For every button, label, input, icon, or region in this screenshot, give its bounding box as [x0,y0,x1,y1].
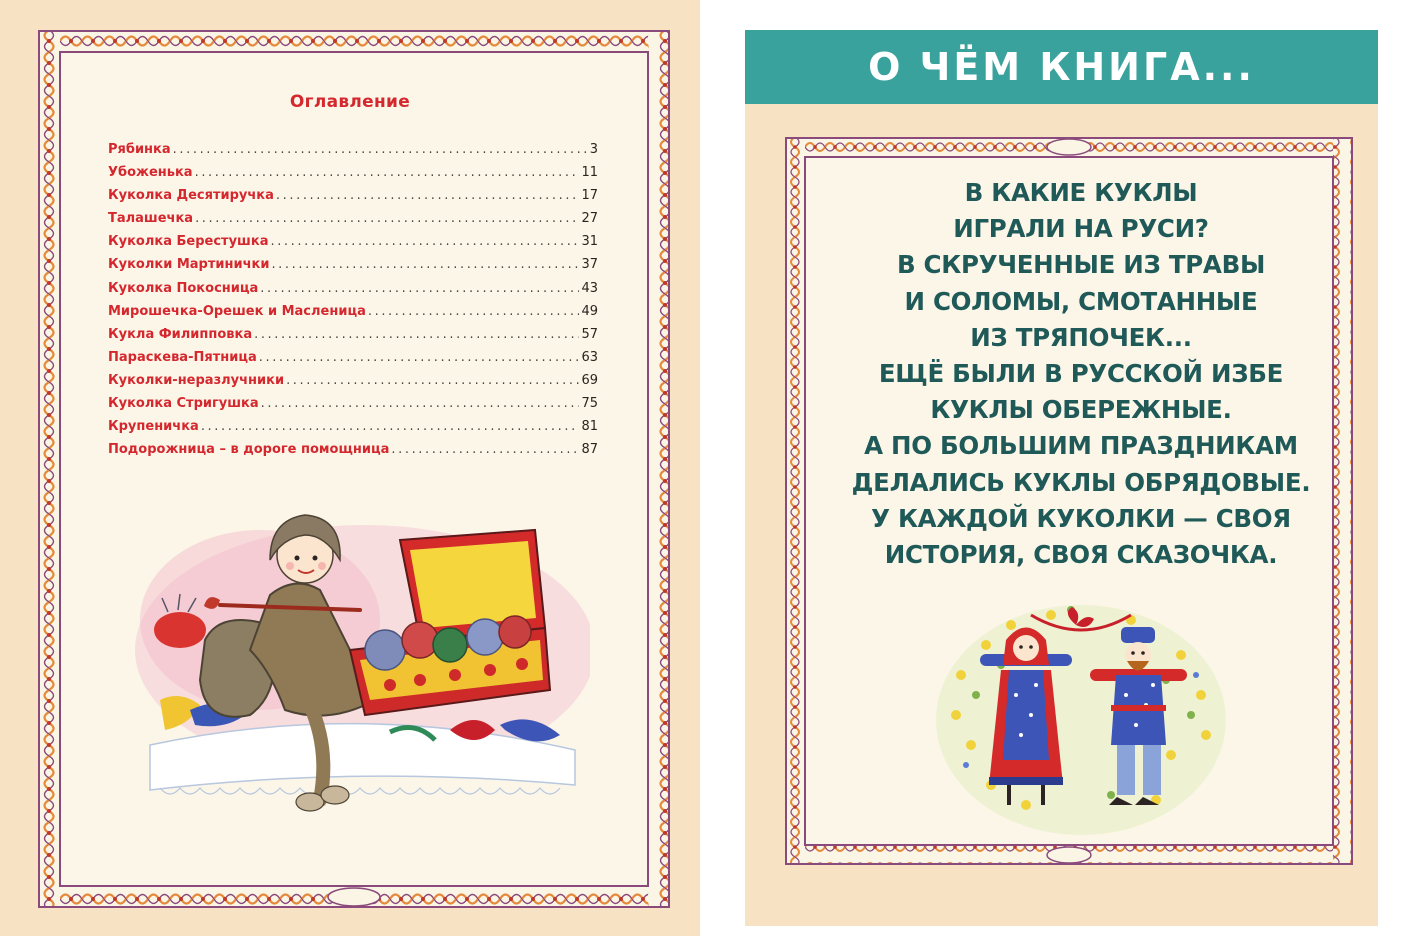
toc-title: Оглавление [289,92,411,112]
toc-chapter-title: Куколка Покосница [108,280,259,296]
toc-row [108,323,598,346]
toc-row [108,230,598,253]
toc-chapter-title: Куколка Десятиручка [108,188,274,204]
toc-row [108,300,598,323]
description-line: И СОЛОМЫ, СМОТАННЫЕ [904,286,1258,316]
toc-row [108,346,598,369]
toc-chapter-title: Крупеничка [108,419,199,435]
toc-page-number: 17 [581,188,598,204]
description-line: У КАЖДОЙ КУКОЛКИ — СВОЯ [871,503,1291,533]
toc-chapter-title: Рябинка [108,142,171,157]
toc-leader-dots [173,138,588,161]
toc-page-number: 27 [581,211,598,227]
title-banner [745,30,1378,104]
toc-list [108,138,598,461]
toc-chapter-title: Талашечка [108,211,194,227]
description-line: А ПО БОЛЬШИМ ПРАЗДНИКАМ [864,431,1298,461]
doll-with-box-illustration [120,500,590,830]
toc-row [108,438,598,461]
description-line: КУКЛЫ ОБЕРЕЖНЫЕ. [930,395,1232,425]
right-page [745,30,1378,926]
toc-row [108,392,598,415]
toc-leader-dots [276,184,580,207]
toc-leader-dots [391,438,579,461]
book-description-text [785,175,1377,573]
toc-chapter-title: Кукла Филипповка [108,326,253,342]
toc-leader-dots [195,207,579,230]
toc-leader-dots [270,230,579,253]
toc-chapter-title: Подорожница – в дороге помощница [108,442,390,458]
toc-page-number: 31 [581,234,598,250]
toc-row [108,184,598,207]
description-line: ИГРАЛИ НА РУСИ? [953,214,1209,244]
toc-leader-dots [260,277,579,300]
description-line: ИСТОРИЯ, СВОЯ СКАЗОЧКА. [884,540,1278,570]
description-line: ДЕЛАЛИСЬ КУКЛЫ ОБРЯДОВЫЕ. [851,467,1311,497]
toc-row [108,138,598,161]
toc-chapter-title: Параскева-Пятница [108,349,257,365]
toc-chapter-title: Куколки-неразлучники [108,372,285,388]
toc-row [108,161,598,184]
toc-leader-dots [201,415,580,438]
folk-dolls-illustration [931,585,1231,835]
toc-page-number: 87 [581,442,598,458]
description-line: ИЗ ТРЯПОЧЕК... [970,322,1192,352]
toc-leader-dots [271,253,579,276]
toc-row [108,415,598,438]
toc-chapter-title: Убоженька [108,165,193,181]
toc-page-number: 11 [581,165,598,181]
left-page [0,0,700,936]
toc-chapter-title: Мирошечка-Орешек и Масленица [108,303,366,319]
toc-leader-dots [259,346,580,369]
toc-row [108,369,598,392]
toc-leader-dots [368,300,580,323]
toc-row [108,207,598,230]
toc-chapter-title: Куколка Стригушка [108,396,259,412]
description-line: В СКРУЧЕННЫЕ ИЗ ТРАВЫ [896,250,1266,280]
toc-page-number: 43 [581,280,598,296]
toc-page-number: 57 [581,326,598,342]
toc-leader-dots [195,161,580,184]
toc-leader-dots [261,392,580,415]
toc-page-number: 69 [581,372,598,388]
toc-page-number: 75 [581,396,598,412]
toc-row [108,277,598,300]
toc-leader-dots [286,369,579,392]
toc-chapter-title: Куколки Мартинички [108,257,270,273]
toc-chapter-title: Куколка Берестушка [108,234,269,250]
toc-page-number: 81 [581,419,598,435]
toc-leader-dots [254,323,579,346]
toc-row [108,253,598,276]
description-line: В КАКИЕ КУКЛЫ [964,178,1198,207]
banner-title: О ЧЁМ КНИГА... [868,45,1255,89]
description-line: ЕЩЁ БЫЛИ В РУССКОЙ ИЗБЕ [878,359,1284,389]
toc-page-number: 63 [581,349,598,365]
toc-page-number: 37 [581,257,598,273]
toc-page-number: 49 [581,303,598,319]
toc-page-number: 3 [589,142,598,157]
